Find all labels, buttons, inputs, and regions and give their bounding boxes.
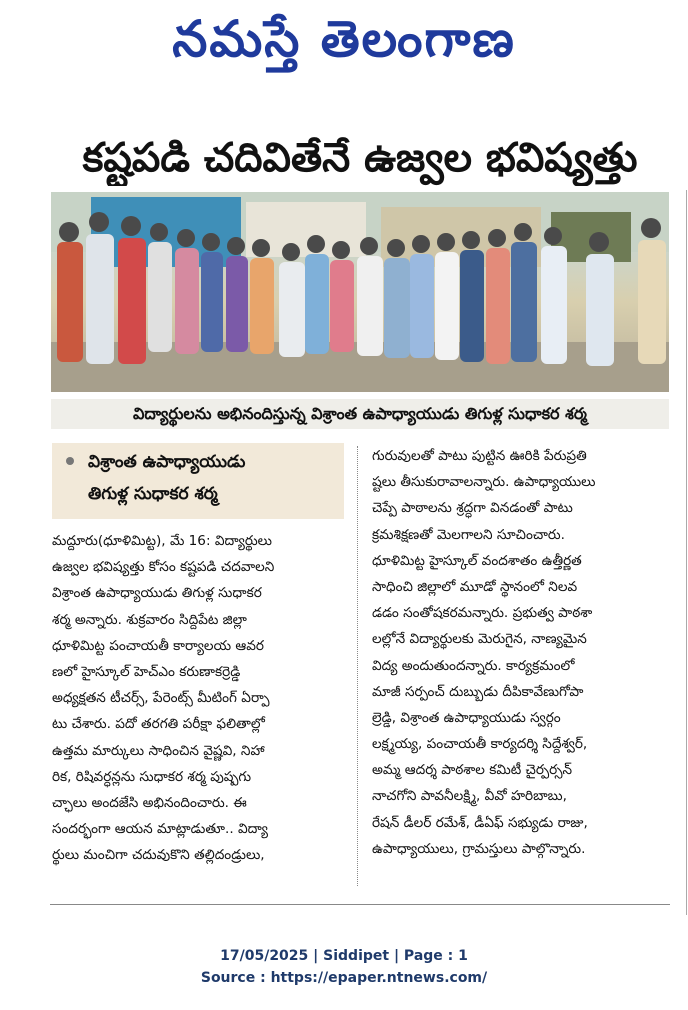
article-line: లక్ష్మయ్య, పంచాయతీ కార్యదర్శి సిద్దేశ్వర్, — [372, 736, 588, 753]
news-photo — [51, 192, 669, 392]
article-line: విద్య అందుతుందన్నారు. కార్యక్రమంలో — [372, 657, 575, 674]
article-line: మద్దూరు(ధూళిమిట్ట), మే 16: విద్యార్థులు — [52, 533, 272, 549]
article-line: గురువులతో పాటు పుట్టిన ఊరికి పేరుప్రతి — [372, 448, 587, 464]
article-line: ఉపాధ్యాయులు, గ్రామస్తులు పాల్గొన్నారు. — [372, 840, 586, 857]
bullet-icon — [66, 457, 74, 465]
article-line: విశ్రాంత ఉపాధ్యాయుడు తిగుళ్ల సుధాకర — [52, 585, 262, 602]
right-rule — [686, 190, 687, 915]
article-line: టు చేశారు. పదో తరగతి పరీక్షా ఫలితాల్లో — [52, 716, 265, 733]
article-line: రేషన్ డీలర్ రమేశ్, డీఏఫ్ సభ్యుడు రాజు, — [372, 814, 588, 831]
author-box-line1: విశ్రాంత ఉపాధ్యాయుడు — [88, 452, 246, 472]
article-line: ణలో హైస్కూల్ హెచ్ఎం కరుణాకర్రెడ్డి — [52, 663, 241, 680]
article-line: లల్లోనే విద్యార్థులకు మెరుగైన, నాణ్యమైన — [372, 631, 587, 648]
article-line: రిక, రిషివర్ధన్లను సుధాకర శర్మ పుష్పగు — [52, 768, 252, 785]
article-headline: కష్టపడి చదివితేనే ఉజ్వల భవిష్యత్తు — [82, 135, 638, 181]
author-box — [52, 443, 344, 519]
newspaper-title: నమస్తే తెలంగాణ — [172, 10, 516, 68]
article-line: ధూళిమిట్ట పంచాయతీ కార్యాలయ ఆవర — [52, 637, 264, 654]
article-line: అధ్యక్షతన టీచర్స్, పేరెంట్స్ మీటింగ్ ఏర్పా — [52, 690, 270, 707]
article-line: నాచగోని పావనీలక్ష్మి, వీవో హరిబాబు, — [372, 788, 567, 805]
article-line: చెప్పే పాఠాలను శ్రద్ధగా వినడంతో పాటు — [372, 500, 573, 517]
article-line: సందర్భంగా ఆయన మాట్లాడుతూ.. విద్యా — [52, 821, 269, 838]
article-line: ల్రెడ్డి, విశ్రాంత ఉపాధ్యాయుడు స్వర్గం — [372, 709, 561, 726]
photo-caption: విద్యార్థులను అభినందిస్తున్న విశ్రాంత ఉపాధ్యాయుడు తిగుళ్ల సుధాకర శర్మ — [51, 399, 669, 429]
article-line: ర్థులు మంచిగా చదువుకొని తల్లిదండ్రులు, — [52, 847, 265, 864]
group-photo-illustration — [51, 192, 669, 392]
article-line: చ్ఛాలు అందజేసి అభినందించారు. ఈ — [52, 794, 247, 811]
article-line: సాధించి జిల్లాలో మూడో స్థానంలో నిలవ — [372, 578, 578, 595]
article-line: ఉత్తమ మార్కులు సాధించిన వైష్ణవి, నిహా — [52, 742, 265, 759]
article-line: అమ్మ ఆదర్శ పాఠశాల కమిటీ చైర్పర్సన్ — [372, 762, 573, 779]
author-box-line2: తిగుళ్ల సుధాకర శర్మ — [88, 484, 218, 504]
bottom-rule — [50, 904, 670, 905]
article-line: ధూళిమిట్ట హైస్కూల్ వందశాతం ఉత్తీర్ణత — [372, 552, 582, 569]
masthead — [0, 0, 688, 80]
article-line: డడం సంతోషకరమన్నారు. ప్రభుత్వ పాఠశా — [372, 605, 593, 622]
column-divider — [357, 446, 358, 886]
footer-source-link[interactable]: Source : https://epaper.ntnews.com/ — [200, 970, 488, 986]
article-column-right — [372, 443, 670, 862]
article-line: ఉజ్వల భవిష్యత్తు కోసం కష్టపడి చదవాలని — [52, 559, 275, 576]
article-line: శర్మ అన్నారు. శుక్రవారం సిద్దిపేట జిల్లా — [52, 611, 247, 628]
footer-date-edition: 17/05/2025 | Siddipet | Page : 1 — [220, 948, 468, 964]
article-line: క్రమశిక్షణతో మెలగాలని సూచించారు. — [372, 526, 565, 543]
article-column-left — [52, 528, 348, 868]
article-line: మాజీ సర్పంచ్ దుబ్బుడు దీపికావేణుగోపా — [372, 683, 584, 700]
article-line: ష్టలు తీసుకురావాలన్నారు. ఉపాధ్యాయులు — [372, 474, 596, 491]
